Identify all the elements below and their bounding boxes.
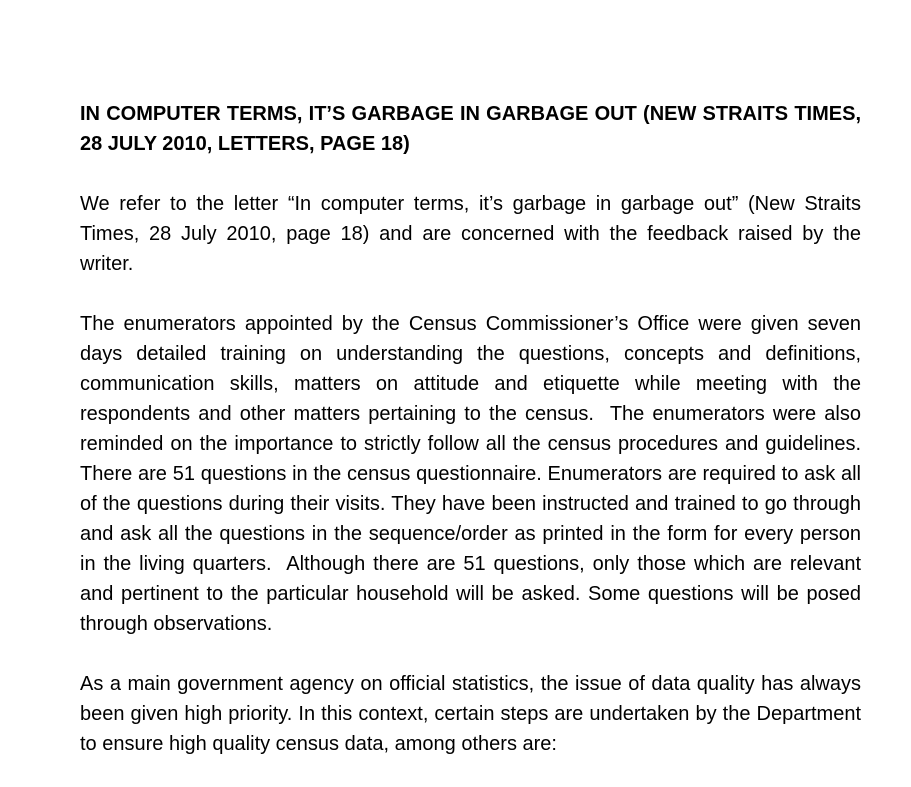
text-line: writer. (80, 253, 134, 275)
text-line: We refer to the letter “In computer terms, it’s garbage in garbage out” (New Straits (80, 193, 861, 215)
paragraph-intro (80, 189, 861, 279)
document-page (80, 99, 861, 759)
paragraph-enumerators (80, 309, 861, 639)
text-line: through observations. (80, 613, 273, 635)
text-line: As a main government agency on official statistics, the issue of data quality has always (80, 673, 861, 695)
text-line: There are 51 questions in the census questionnaire. Enumerators are required to ask all (80, 463, 861, 485)
text-line: been given high priority. In this context, certain steps are undertaken by the Department (80, 703, 861, 725)
text-line: The enumerators appointed by the Census Commissioner’s Office were given seven (80, 313, 861, 335)
text-line: of the questions during their visits. They have been instructed and trained to go through (80, 493, 861, 515)
text-line: and pertinent to the particular household will be asked. Some questions will be posed (80, 583, 861, 605)
text-line: Times, 28 July 2010, page 18) and are concerned with the feedback raised by the (80, 223, 861, 245)
text-line: communication skills, matters on attitude and etiquette while meeting with the (80, 373, 861, 395)
letter-heading (80, 99, 861, 159)
text-line: to ensure high quality census data, among others are: (80, 733, 557, 755)
text-line: and ask all the questions in the sequence/order as printed in the form for every person (80, 523, 861, 545)
heading-line: IN COMPUTER TERMS, IT’S GARBAGE IN GARBAGE OUT (NEW STRAITS TIMES, (80, 103, 861, 125)
text-line: in the living quarters. Although there are 51 questions, only those which are relevant (80, 553, 861, 575)
text-line: reminded on the importance to strictly follow all the census procedures and guidelines. (80, 433, 861, 455)
paragraph-data-quality (80, 669, 861, 759)
text-line: days detailed training on understanding the questions, concepts and definitions, (80, 343, 861, 365)
heading-line: 28 JULY 2010, LETTERS, PAGE 18) (80, 133, 410, 155)
text-line: respondents and other matters pertaining to the census. The enumerators were also (80, 403, 861, 425)
